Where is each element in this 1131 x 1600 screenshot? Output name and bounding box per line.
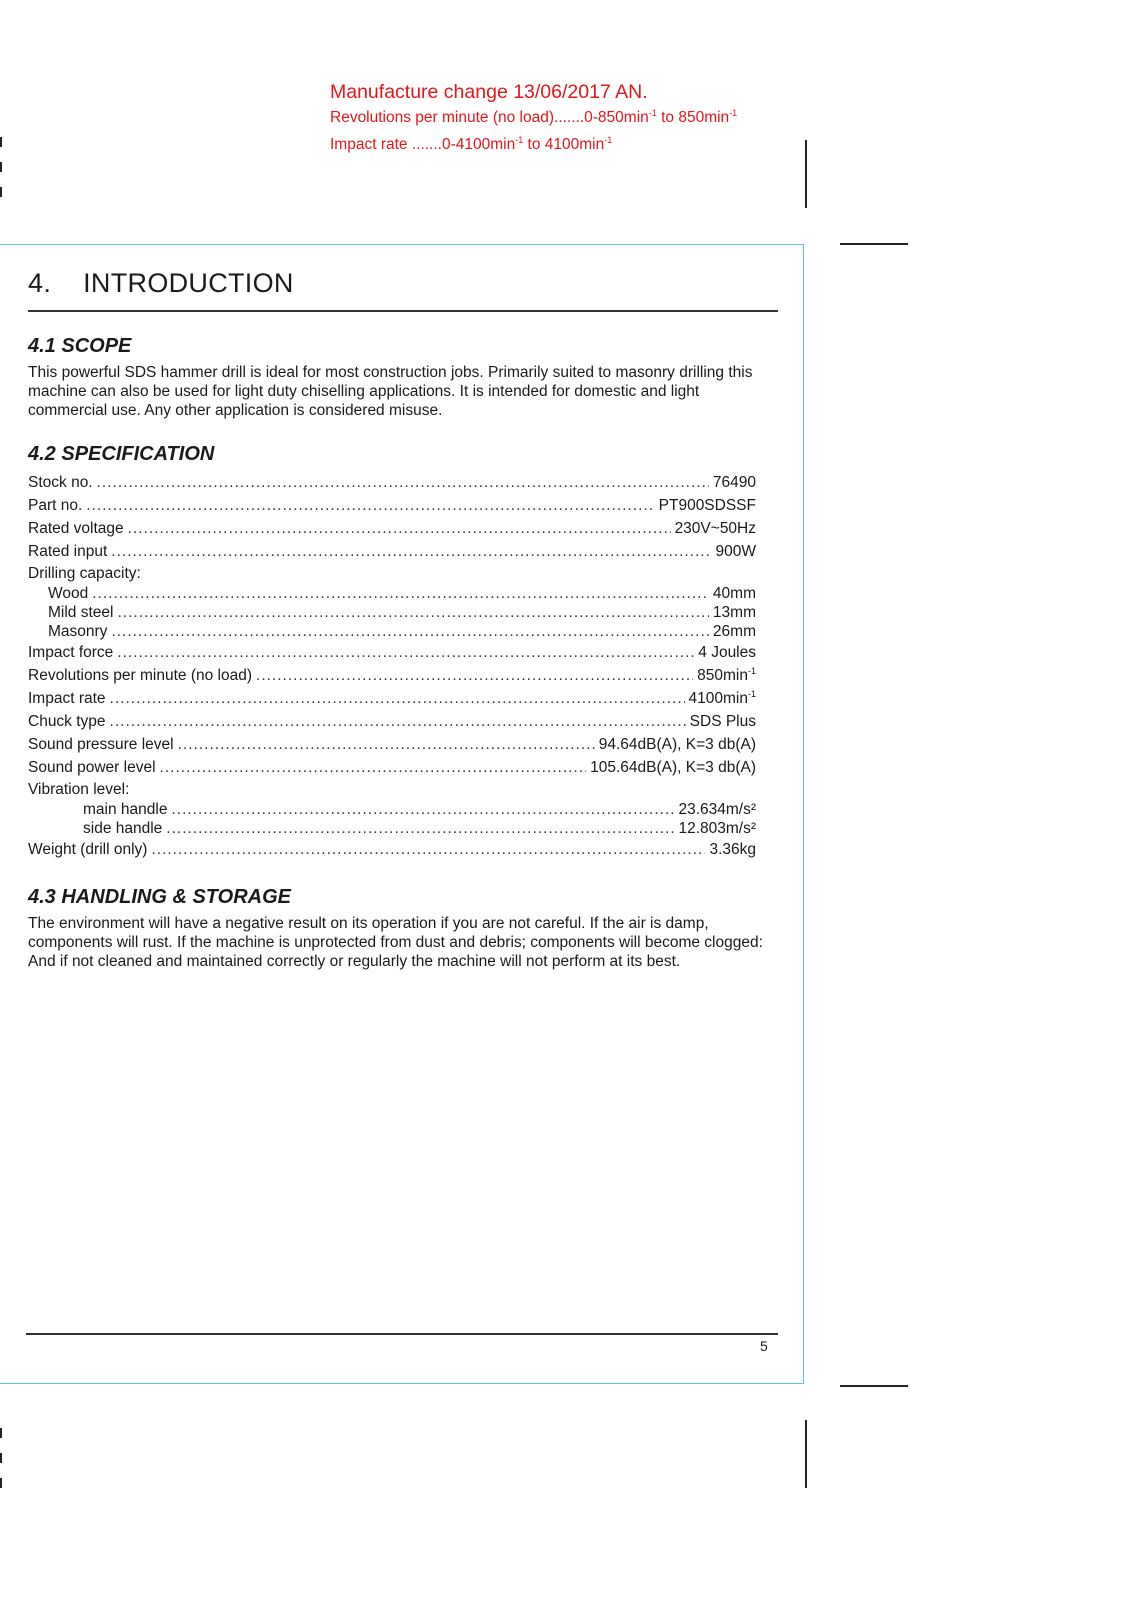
crop-mark [805,140,807,208]
spec-value: 900W [715,543,756,560]
spec-label: Impact force [28,644,114,661]
scope-heading: 4.1 SCOPE [28,335,132,357]
crop-mark [0,137,2,147]
notice-impact-sup-2: -1 [604,135,613,145]
spec-row [28,471,756,494]
crop-mark [0,162,2,172]
spec-label: Mild steel [48,604,114,621]
spec-row [28,710,756,733]
crop-mark [0,1428,2,1438]
spec-label: Chuck type [28,713,106,730]
spec-row [28,584,756,603]
spec-label: Wood [48,585,89,602]
spec-label: Masonry [48,623,108,640]
spec-row [28,622,756,641]
spec-value [697,664,756,687]
spec-value-text: 4100min [688,690,748,707]
spec-value: 13mm [712,604,756,621]
spec-value: 3.36kg [709,841,756,858]
section-heading [28,258,778,308]
spec-value: 23.634m/s² [678,801,756,818]
spec-row [28,494,756,517]
spec-label: Weight (drill only) [28,841,148,858]
spec-value: 40mm [712,585,756,602]
spec-row [28,733,756,756]
drilling-capacity-label: Drilling capacity: [28,565,141,582]
section-number: 4. [28,268,52,298]
spec-label: Rated voltage [28,520,124,537]
spec-row [28,838,756,861]
spec-value: 12.803m/s² [678,820,756,837]
spec-label: Sound power level [28,759,156,776]
notice-rpm-prefix: Revolutions per minute (no load).......0-850min [330,109,649,126]
spec-value: SDS Plus [689,713,756,730]
vibration-level-label: Vibration level: [28,781,130,798]
crop-mark [805,1420,807,1488]
spec-label: side handle [83,820,163,837]
spec-row [28,687,756,710]
spec-row [28,664,756,687]
spec-value: PT900SDSSF [658,497,756,514]
spec-value: 230V~50Hz [674,520,756,537]
spec-row [28,540,756,563]
spec-row [28,756,756,779]
notice-impact-sup-1: -1 [515,135,524,145]
spec-row [28,800,756,819]
crop-mark [840,1385,908,1387]
footer-rule [26,1333,778,1335]
spec-label: main handle [83,801,168,818]
notice-rpm-sup-2: -1 [729,108,738,118]
notice-impact-prefix: Impact rate .......0-4100min [330,136,516,153]
spec-label: Rated input [28,543,108,560]
notice-rpm-line [330,104,737,131]
manufacture-change-notice [330,80,737,158]
spec-value-sup: -1 [747,666,756,676]
spec-value: 76490 [712,474,756,491]
spec-value-sup: -1 [747,689,756,699]
handling-text: The environment will have a negative result on its operation if you are not careful. If the air is damp, components will rust. If the machine is unprotected from dust and debris; components will become clogged: And if not cleaned and maintained correctly or regularly the machine will not perform at its best. [28,915,763,970]
page-content [28,258,778,971]
spec-value: 26mm [712,623,756,640]
crop-mark [0,1453,2,1463]
spec-value: 94.64dB(A), K=3 db(A) [598,736,756,753]
spec-label: Impact rate [28,690,106,707]
spec-row [28,819,756,838]
notice-rpm-mid: to 850min [656,109,730,126]
notice-rpm-sup-1: -1 [648,108,657,118]
notice-impact-mid: to 4100min [523,136,605,153]
spec-row [28,603,756,622]
spec-value [689,687,756,710]
notice-impact-line [330,131,737,158]
specification-table [28,471,756,861]
spec-label: Part no. [28,497,83,514]
spec-value: 105.64dB(A), K=3 db(A) [590,759,756,776]
spec-value: 4 Joules [698,644,756,661]
notice-title: Manufacture change 13/06/2017 AN. [330,81,648,103]
crop-mark [0,1478,2,1488]
crop-mark [0,187,2,197]
spec-label: Stock no. [28,474,93,491]
section-title: INTRODUCTION [83,268,294,298]
spec-label: Sound pressure level [28,736,174,753]
heading-rule [28,310,778,312]
handling-heading: 4.3 HANDLING & STORAGE [28,886,291,908]
crop-mark [840,243,908,245]
specification-heading: 4.2 SPECIFICATION [28,443,215,465]
spec-row [28,641,756,664]
spec-value-text: 850min [697,667,748,684]
page-number: 5 [760,1338,768,1354]
spec-label: Revolutions per minute (no load) [28,667,253,684]
scope-text: This powerful SDS hammer drill is ideal for most construction jobs. Primarily suited to masonry drilling this machine can also be used for light duty chiselling applications. It is intended for domestic and light commercial use. Any other application is considered misuse. [28,364,753,419]
spec-row [28,517,756,540]
